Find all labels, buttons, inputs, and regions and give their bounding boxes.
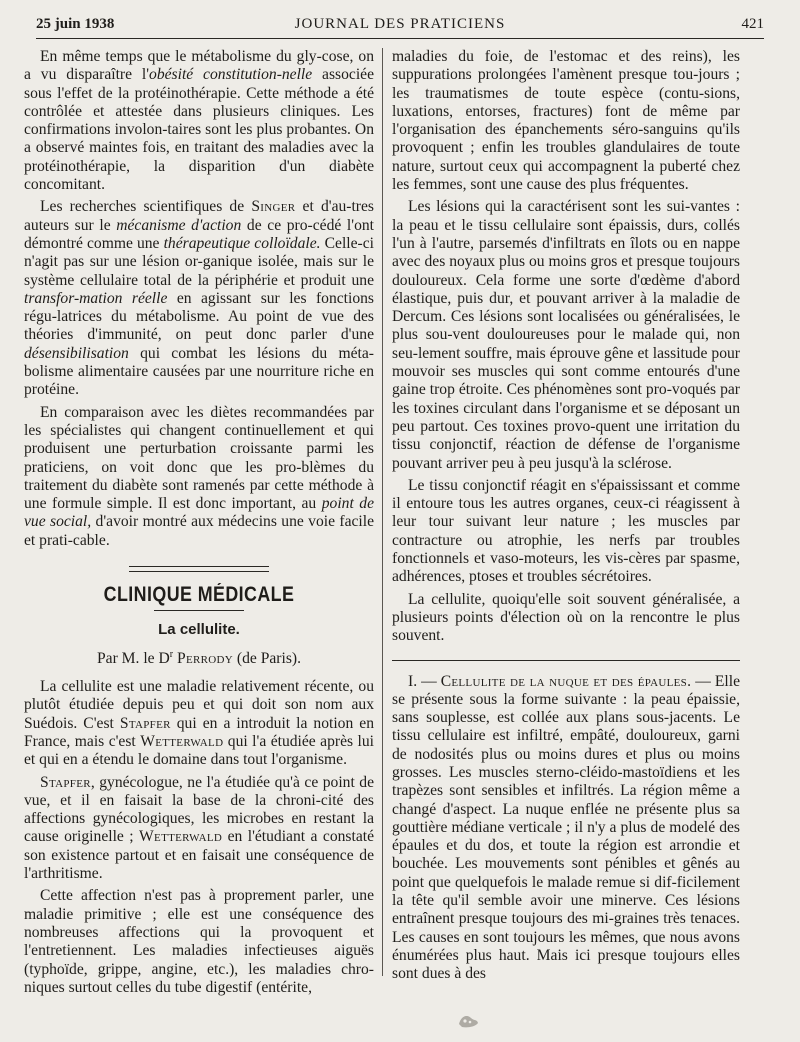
column-divider (382, 48, 383, 976)
right-column (392, 48, 740, 984)
paragraph: I. — Cellulite de la nuque et des épaules. — Elle se présente sous la forme suivante : la peau épaissie, sans souplesse, est collée aux plans sous-jacents. Le tissu cellulaire est infiltré, empâté, douloureux, garni de nodosités plus ou moins dures et plus ou moins grosses. Les muscles sterno-cléido-mastoïdiens et les trapèzes sont sensibles et infiltrés. La région même a changé d'aspect. La nuque enflée ne présente plus sa gouttière médiane verticale ; il n'y a plus de modelé des épaules et du dos, et toute la région est arrondie et bouchée. Les mouvements sont pénibles et gênés au point que quelquefois le malade remue si dif-ficilement la tête qu'il semble avoir une minerve. Ces lésions entraînent presque toujours des mi-graines très tenaces. Les causes en sont toujours les mêmes, que nous avons énumérées plus haut. Mais ici presque toujours elles sont dues à des (392, 672, 740, 983)
left-column (24, 48, 374, 997)
paragraph: Stapfer, gynécologue, ne l'a étudiée qu'à ce point de vue, et il en faisait la base de la chroni-cité des affections gynécologiques, les microbes en restant la cause originelle ; Wetterwald en l'étudiant a constaté son existence partout et en faisait une conséquence de l'arthritisme. (24, 773, 374, 883)
section-title: CLINIQUE MÉDICALE (103, 583, 295, 607)
library-stamp-icon (455, 1010, 481, 1030)
subsection-divider (392, 660, 740, 661)
byline: Par M. le $D^r$ Perrody (de Paris). (96, 648, 301, 667)
paragraph: Le tissu conjonctif réagit en s'épaississant et comme il entoure tous les autres organes, ceux-ci réagissent à leur tour suivant leur nature ; les muscles par contracture ou atrophie, les nerfs par troubles fonctionnels et vaso-moteurs, les vis-cères par spasme, adhérences, ptoses et troubles sécrétoires. (392, 476, 740, 586)
section-divider (129, 566, 269, 572)
header-date: 25 juin 1938 (36, 16, 115, 32)
header-journal-title: JOURNAL DES PRATICIENS (294, 16, 506, 32)
page-number: 421 (741, 16, 764, 32)
paragraph: Les lésions qui la caractérisent sont les sui-vantes : la peau et le tissu cellulaire sont épaissis, durs, collés l'un à l'autre, parsemés d'infiltrats en îlots ou en nappe avec des noyaux plus ou moins gros et presque toujours douloureux. Cela forme une sorte d'œdème d'abord élastique, puis dur, et pouvant arriver à la maladie de Dercum. Ces lésions sont localisées ou généralisées, le plus sou-vent douloureuses pour le malade qui, non seu-lement souffre, mais éprouve gêne et lassitude pour mouvoir ses muscles qui sont comme entourés d'une gaine trop étroite. Ces phénomènes sont pro-voqués par les toxines circulant dans l'organisme et se déposant un peu partout. Ces toxines provo-quent une irritation du tissu conjonctif, réaction de défense de l'organisme pouvant arriver peu à peu jusqu'à la sclérose. (392, 198, 740, 472)
paragraph: Les recherches scientifiques de Singer et d'au-tres auteurs sur le mécanisme d'action de ce pro-cédé l'ont démontré comme une thérapeutique colloïdale. Celle-ci n'agit pas sur une lésion or-ganique isolée, mais sur le système cellulaire total de la périphérie et produit une transfor-mation réelle en agissant sur les fonctions régu-latrices du métabolisme. Au point de vue des théories d'immunité, on peut donc parler d'une désensibilisation qui combat les lésions du méta-bolisme alimentaire causées par une nourriture riche en protéine. (24, 198, 374, 399)
paragraph: Cette affection n'est pas à proprement parler, une maladie primitive ; elle est une conséquence des nombreuses affections qui la provoquent et l'entretiennent. Les maladies infectieuses aiguës (typhoïde, grippe, angine, etc.), les maladies chro-niques surtout celles du tube digestif (entérite, (24, 887, 374, 996)
paragraph: La cellulite, quoiqu'elle soit souvent généralisée, a plusieurs points d'élection où on la rencontre le plus souvent. (392, 590, 740, 645)
subsection-heading: Cellulite de la nuque et des épaules. (440, 672, 692, 690)
paragraph: En même temps que le métabolisme du gly-cose, on a vu disparaître l'obésité constitution-nelle associée sous l'effet de la protéinothérapie. Cette méthode a été contrôlée et attestée dans plusieurs cliniques. Les confirmations involon-taires sont les plus probantes. On a observé maintes fois, en traitant des maladies avec la protéinothérapie, la disparition d'un diabète concomitant. (24, 48, 374, 194)
article-title: La cellulite. (158, 621, 240, 639)
running-header (36, 14, 764, 39)
paragraph: En comparaison avec les diètes recommandées par les spécialistes qui changent continuellement et qui produisent une perturbation croissante parmi les praticiens, on voit donc que les pro-blèmes du traitement du diabète sont ramenés par cette méthode à une formule simple. Il est donc important, au point de vue social, d'avoir montré aux médecins une voie facile et prati-cable. (24, 403, 374, 549)
paragraph: maladies du foie, de l'estomac et des reins), les suppurations prolongées l'amènent presque tou-jours ; les traumatismes de toute espèce (contu-sions, luxations, entorses, fractures) font de même par l'organisation des épanchements séro-sanguins qu'ils provoquent ; enfin les troubles glandulaires de toute nature, surtout ceux qui accompagnent la puberté chez les femmes, sont une cause des plus fréquentes. (392, 48, 740, 194)
paragraph: La cellulite est une maladie relativement récente, ou plutôt étudiée depuis peu et qui doit son nom aux Suédois. C'est Stapfer qui en a introduit la notion en France, mais c'est Wetterwald qui l'a étudiée après lui et qui en a étendu le domaine dans tout l'organisme. (24, 678, 374, 769)
title-underline (154, 610, 244, 611)
